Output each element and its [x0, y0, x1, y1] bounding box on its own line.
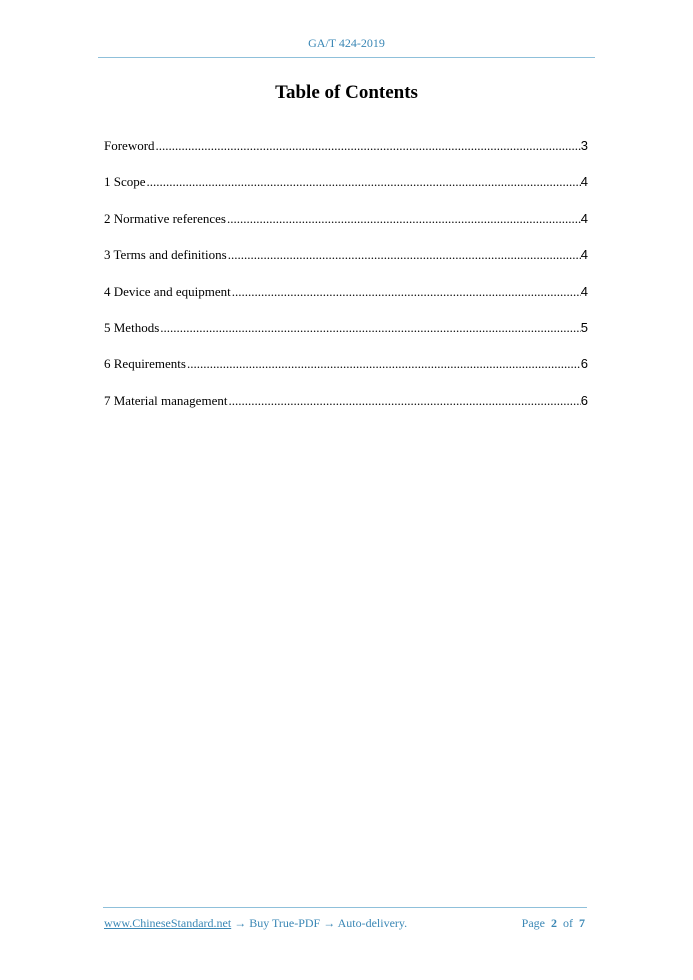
toc-entry-label: Foreword	[104, 138, 155, 153]
toc-entry-page: 6	[580, 356, 588, 372]
site-link[interactable]: www.ChineseStandard.net	[104, 916, 232, 930]
arrow-right-icon: →	[323, 916, 336, 930]
toc-entry-label: 3 Terms and definitions	[104, 247, 227, 263]
footer-divider	[103, 907, 587, 908]
toc-entry-page: 4	[580, 210, 588, 226]
toc-entry-page: 4	[580, 283, 588, 299]
toc-entry-page: 4	[580, 174, 588, 190]
footer-promo	[104, 916, 407, 931]
document-header	[0, 36, 693, 51]
total-pages-number: 7	[579, 916, 585, 930]
toc-leader-dots	[227, 247, 581, 263]
toc-leader-dots	[159, 320, 581, 336]
toc-leader-dots	[146, 174, 581, 190]
arrow-right-icon: →	[234, 916, 247, 930]
toc-entry-normative-references[interactable]	[104, 211, 588, 247]
document-code: GA/T 424-2019	[308, 36, 385, 50]
toc-entry-page: 6	[580, 392, 588, 408]
page-title: Table of Contents	[275, 82, 418, 103]
current-page-number: 2	[551, 916, 557, 930]
auto-delivery-text: Auto-delivery.	[337, 916, 408, 930]
toc-entry-foreword[interactable]	[104, 138, 588, 174]
toc-entry-page: 3	[580, 138, 588, 153]
toc-entry-device-and-equipment[interactable]	[104, 284, 588, 320]
toc-entry-material-management[interactable]	[104, 393, 588, 429]
table-of-contents	[104, 138, 588, 429]
toc-entry-requirements[interactable]	[104, 356, 588, 392]
toc-entry-label: 1 Scope	[104, 174, 146, 190]
toc-entry-label: 5 Methods	[104, 319, 160, 335]
toc-leader-dots	[226, 211, 581, 227]
toc-entry-page: 5	[580, 319, 588, 335]
header-divider	[98, 57, 595, 58]
toc-leader-dots	[227, 393, 580, 409]
of-word: of	[563, 916, 573, 930]
toc-entry-terms-and-definitions[interactable]	[104, 247, 588, 283]
buy-pdf-text: Buy True-PDF	[249, 916, 321, 930]
toc-entry-label: 4 Device and equipment	[104, 283, 231, 299]
toc-entry-methods[interactable]	[104, 320, 588, 356]
toc-entry-scope[interactable]	[104, 174, 588, 210]
toc-leader-dots	[186, 356, 581, 372]
page-word: Page	[521, 916, 545, 930]
toc-entry-label: 2 Normative references	[104, 210, 226, 226]
toc-entry-label: 7 Material management	[104, 392, 228, 408]
page-number	[522, 916, 585, 931]
toc-entry-label: 6 Requirements	[104, 356, 186, 372]
toc-entry-page: 4	[580, 247, 588, 263]
toc-leader-dots	[231, 284, 581, 300]
toc-leader-dots	[155, 138, 581, 154]
